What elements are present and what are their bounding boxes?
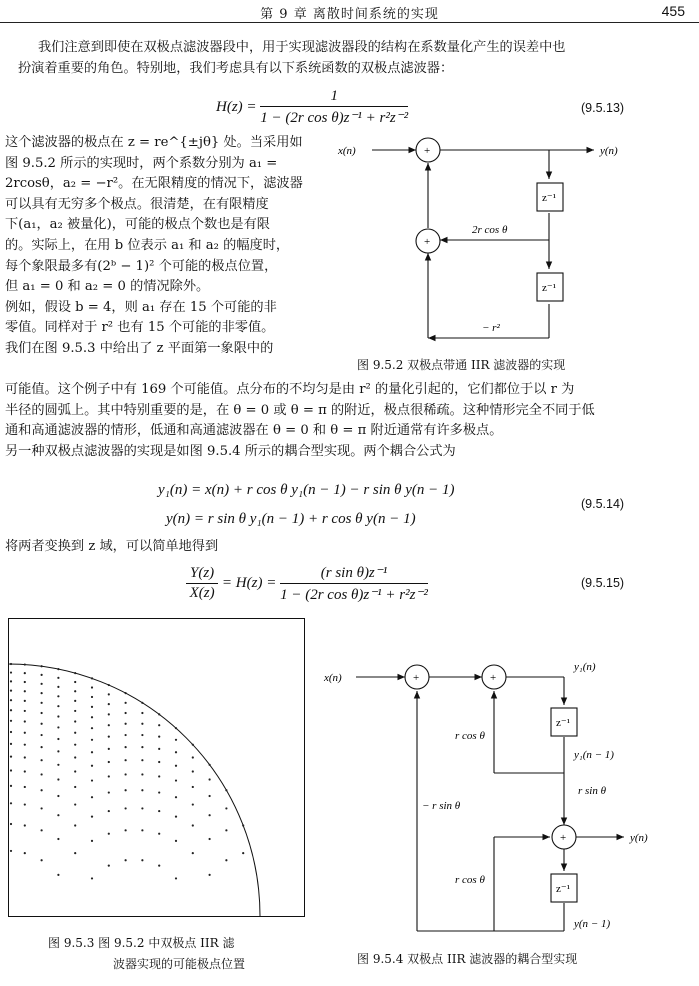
pole-dot: [91, 779, 93, 781]
pole-dot: [175, 765, 177, 767]
pole-dot: [74, 803, 76, 805]
pole-dot: [10, 823, 12, 825]
pole-dot: [209, 795, 211, 797]
pole-dot: [57, 686, 59, 688]
pole-dot: [225, 859, 227, 861]
pole-dot: [10, 671, 12, 673]
pole-dot: [57, 705, 59, 707]
pole-dot: [158, 761, 160, 763]
pole-dot: [10, 720, 12, 722]
figure-9-5-3-plot: [8, 618, 305, 918]
pole-dot: [74, 852, 76, 854]
pole-dot: [192, 852, 194, 854]
pole-dot: [10, 785, 12, 787]
pole-dot: [141, 759, 143, 761]
pole-dot: [175, 779, 177, 781]
pole-dot: [125, 746, 127, 748]
pole-dot: [24, 744, 26, 746]
pole-dot: [74, 700, 76, 702]
pole-dot: [91, 706, 93, 708]
input-label: x(n): [324, 672, 342, 684]
figure-9-5-2-diagram: [330, 133, 660, 348]
pole-dot: [242, 824, 244, 826]
pole-dot: [141, 789, 143, 791]
y1-delayed-label: y₁(n − 1): [574, 749, 614, 761]
figure-9-5-3-caption-line1: 图 9.5.3 图 9.5.2 中双极点 IIR 滤: [48, 936, 235, 950]
y-delayed-label: y(n − 1): [574, 918, 611, 930]
input-label: x(n): [338, 145, 356, 157]
coef-rcos-bottom-label: r cos θ: [455, 874, 485, 886]
pole-dot: [74, 720, 76, 722]
pole-dot: [10, 709, 12, 711]
pole-dot: [24, 690, 26, 692]
pole-dot: [57, 715, 59, 717]
pole-dot: [125, 712, 127, 714]
pole-dot: [57, 778, 59, 780]
pole-dot: [175, 796, 177, 798]
pole-dot: [108, 810, 110, 812]
figure-9-5-4-caption: 图 9.5.4 双极点 IIR 滤波器的耦合型实现: [357, 952, 578, 966]
pole-dot: [242, 852, 244, 854]
pole-dot: [158, 736, 160, 738]
pole-dot: [175, 751, 177, 753]
pole-dot: [91, 686, 93, 688]
pole-dot: [125, 723, 127, 725]
pole-dot: [57, 726, 59, 728]
y1-label: y₁(n): [574, 661, 596, 673]
pole-dot: [41, 789, 43, 791]
pole-dot: [192, 786, 194, 788]
pole-dot: [41, 683, 43, 685]
pole-dot: [57, 668, 59, 670]
equation-9-5-13: H(z) = $\frac{1}{\text{1 − (2r cos θ)z⁻¹ + r²z⁻²}}$: [216, 88, 409, 126]
pole-dot: [125, 829, 127, 831]
pole-dot: [141, 859, 143, 861]
pole-dot: [125, 773, 127, 775]
pole-dot: [57, 795, 59, 797]
pole-dot: [74, 744, 76, 746]
pole-dot: [91, 765, 93, 767]
adder-label: +: [490, 672, 497, 684]
pole-dot: [41, 702, 43, 704]
pole-dot: [125, 807, 127, 809]
pole-dot: [91, 696, 93, 698]
pole-dot: [141, 723, 143, 725]
pole-dot: [175, 840, 177, 842]
pole-dot: [41, 712, 43, 714]
pole-dot: [10, 699, 12, 701]
left-paragraph: 这个滤波器的极点在 z = re^{±jθ} 处。当采用如 图 9.5.2 所示的实现时，两个系数分别为 a₁ = 2rcosθ，a₂ = −r²。在无限精度的情况下，滤波器 可以具有无穷多个极点。很清楚，在有限精度 下(a₁，a₂ 被量化)，可能的极点个数也是有限 的。实际上，在用 b 位表示 a₁ 和 a₂ 的幅度时， 每个象限最多有(2ᵇ − 1)² 个可能的极点位置， 但 a₁ = 0 和 a₂ = 0 的情况除外。 例如，假设 b = 4，则 a₁ 存在 15 个可能的非 零值。同样对于 r² 也有 15 个可能的非零值。 我们在图 9.5.3 中给出了 z 平面第一象限中的: [5, 135, 303, 356]
coefficient-a2-label: − r²: [482, 322, 500, 334]
pole-dot: [57, 750, 59, 752]
delay-label: z⁻¹: [556, 883, 570, 895]
coef-minus-rsin-label: − r sin θ: [422, 800, 461, 812]
pole-dot: [10, 680, 12, 682]
pole-dot: [41, 829, 43, 831]
pole-dot: [24, 770, 26, 772]
pole-dot: [74, 681, 76, 683]
pole-dot: [158, 791, 160, 793]
pole-dot: [158, 724, 160, 726]
pole-dot: [125, 692, 127, 694]
pole-dot: [74, 786, 76, 788]
pole-dot: [57, 738, 59, 740]
pole-dot: [10, 690, 12, 692]
coef-rcos-top-label: r cos θ: [455, 730, 485, 742]
pole-dot: [175, 739, 177, 741]
pole-dot: [175, 816, 177, 818]
pole-dot: [91, 877, 93, 879]
pole-dot: [125, 759, 127, 761]
pole-dot: [108, 713, 110, 715]
output-label: y(n): [630, 832, 648, 844]
pole-dot: [141, 807, 143, 809]
pole-dot: [74, 756, 76, 758]
pole-dot: [91, 716, 93, 718]
equation-9-5-15: $\frac{Y(z)}{X(z)}$ = H(z) = $\frac{\text{(r sin θ)z⁻¹}}{\text{1 − (2r cos θ)z⁻¹ + r²z⁻²}}$: [186, 563, 428, 604]
pole-dot: [74, 732, 76, 734]
pole-dot: [74, 824, 76, 826]
pole-dot: [209, 778, 211, 780]
pole-dot: [10, 743, 12, 745]
pole-dot: [24, 663, 26, 665]
pole-dot: [158, 810, 160, 812]
pole-dot: [41, 746, 43, 748]
pole-dot: [57, 814, 59, 816]
pole-dot: [108, 724, 110, 726]
pole-dot: [158, 833, 160, 835]
page-number: 455: [661, 3, 685, 19]
pole-dot: [91, 739, 93, 741]
pole-dot: [91, 677, 93, 679]
pole-dot: [192, 824, 194, 826]
pole-dot: [24, 756, 26, 758]
pole-dot: [91, 816, 93, 818]
pole-dot: [24, 720, 26, 722]
transform-text: 将两者变换到 z 域，可以简单地得到: [5, 539, 219, 554]
pole-dot: [41, 665, 43, 667]
pole-dot: [125, 734, 127, 736]
equation-9-5-14-line2: y(n) = r sin θ y₁(n − 1) + r cos θ y(n − 1): [166, 511, 416, 527]
pole-dot: [209, 838, 211, 840]
pole-dot: [24, 824, 26, 826]
adder-label: +: [424, 236, 431, 248]
pole-dot: [24, 681, 26, 683]
pole-dot: [225, 829, 227, 831]
pole-dot: [91, 727, 93, 729]
pole-dot: [24, 700, 26, 702]
figure-9-5-4-diagram: [318, 655, 693, 940]
pole-dot: [108, 703, 110, 705]
figure-9-5-2-caption: 图 9.5.2 双极点带通 IIR 滤波器的实现: [357, 358, 566, 372]
pole-dot: [225, 789, 227, 791]
pole-dot: [10, 663, 12, 665]
pole-dot: [91, 751, 93, 753]
pole-dot: [125, 702, 127, 704]
equation-9-5-14-line1: y₁(n) = x(n) + r cos θ y₁(n − 1) − r sin θ y(n − 1): [158, 482, 455, 498]
pole-dot: [108, 791, 110, 793]
equation-number-13: (9.5.13): [581, 101, 625, 115]
pole-dot: [108, 775, 110, 777]
pole-dot: [141, 746, 143, 748]
pole-dot: [108, 833, 110, 835]
delay-label: z⁻¹: [542, 192, 556, 204]
pole-dot: [24, 732, 26, 734]
adder-label: +: [560, 832, 567, 844]
pole-dot: [24, 710, 26, 712]
pole-dot: [41, 734, 43, 736]
pole-dot: [141, 712, 143, 714]
pole-dot: [10, 850, 12, 852]
pole-dot: [91, 840, 93, 842]
pole-dot: [158, 775, 160, 777]
pole-dot: [57, 764, 59, 766]
pole-dot: [41, 859, 43, 861]
pole-dot: [24, 672, 26, 674]
output-label: y(n): [600, 145, 618, 157]
page-header: [0, 0, 699, 23]
pole-dot: [74, 690, 76, 692]
adder-label: +: [424, 145, 431, 157]
chapter-title: 第 9 章 离散时间系统的实现: [260, 7, 439, 22]
pole-dot: [41, 674, 43, 676]
pole-dot: [57, 695, 59, 697]
coef-rsin-label: r sin θ: [578, 785, 607, 797]
pole-dot: [74, 770, 76, 772]
pole-dot: [41, 723, 43, 725]
pole-dot: [209, 764, 211, 766]
pole-dot: [108, 761, 110, 763]
pole-dot: [158, 748, 160, 750]
pole-dot: [209, 814, 211, 816]
pole-dot: [10, 756, 12, 758]
pole-dot: [108, 684, 110, 686]
pole-dot: [175, 877, 177, 879]
pole-dot: [108, 693, 110, 695]
pole-dot: [41, 759, 43, 761]
pole-dot: [192, 803, 194, 805]
pole-dot: [209, 874, 211, 876]
pole-dot: [24, 803, 26, 805]
pole-dot: [158, 713, 160, 715]
pole-dot: [158, 865, 160, 867]
pole-dot: [192, 744, 194, 746]
pole-dot: [10, 769, 12, 771]
pole-dot: [24, 852, 26, 854]
adder-label: +: [413, 672, 420, 684]
pole-dot: [141, 773, 143, 775]
pole-dot: [24, 786, 26, 788]
pole-dot: [91, 796, 93, 798]
pole-dot: [192, 770, 194, 772]
figure-9-5-3-caption-line2: 波器实现的可能极点位置: [113, 957, 246, 971]
pole-dot: [125, 789, 127, 791]
delay-label: z⁻¹: [556, 717, 570, 729]
pole-dot: [175, 727, 177, 729]
pole-dot: [108, 736, 110, 738]
coefficient-a1-label: 2r cos θ: [472, 224, 508, 236]
intro-paragraph: 我们注意到即使在双极点滤波器段中，用于实现滤波器段的结构在系数量化产生的误差中也 扮演着重要的角色。特别地，我们考虑具有以下系统函数的双极点滤波器：: [18, 40, 566, 76]
pole-dot: [41, 692, 43, 694]
equation-number-14: (9.5.14): [581, 497, 625, 511]
pole-dot: [108, 748, 110, 750]
pole-dot: [10, 731, 12, 733]
pole-dot: [108, 865, 110, 867]
pole-dot: [57, 838, 59, 840]
pole-dot: [141, 734, 143, 736]
pole-dot: [57, 874, 59, 876]
pole-dot: [141, 702, 143, 704]
pole-dot: [10, 802, 12, 804]
pole-dot: [141, 829, 143, 831]
pole-dot: [74, 710, 76, 712]
pole-dot: [225, 807, 227, 809]
delay-label: z⁻¹: [542, 282, 556, 294]
pole-dot: [57, 677, 59, 679]
pole-dot: [41, 807, 43, 809]
pole-dot: [74, 672, 76, 674]
pole-dot: [192, 756, 194, 758]
pole-dot: [41, 773, 43, 775]
main-paragraph: 可能值。这个例子中有 169 个可能值。点分布的不均匀是由 r² 的量化引起的，它们都位于以 r 为 半径的圆弧上。其中特别重要的是，在 θ = 0 或 θ = π 的附近，极点很稀疏。这种情形完全不同于低 通和高通滤波器的情形，低通和高通滤波器在 θ = 0 和 θ = π 附近通常有许多极点。 另一种双极点滤波器的实现是如图 9.5.4 所示的耦合型实现。两个耦合公式为: [5, 382, 595, 459]
pole-dot: [125, 859, 127, 861]
equation-number-15: (9.5.15): [581, 576, 625, 590]
